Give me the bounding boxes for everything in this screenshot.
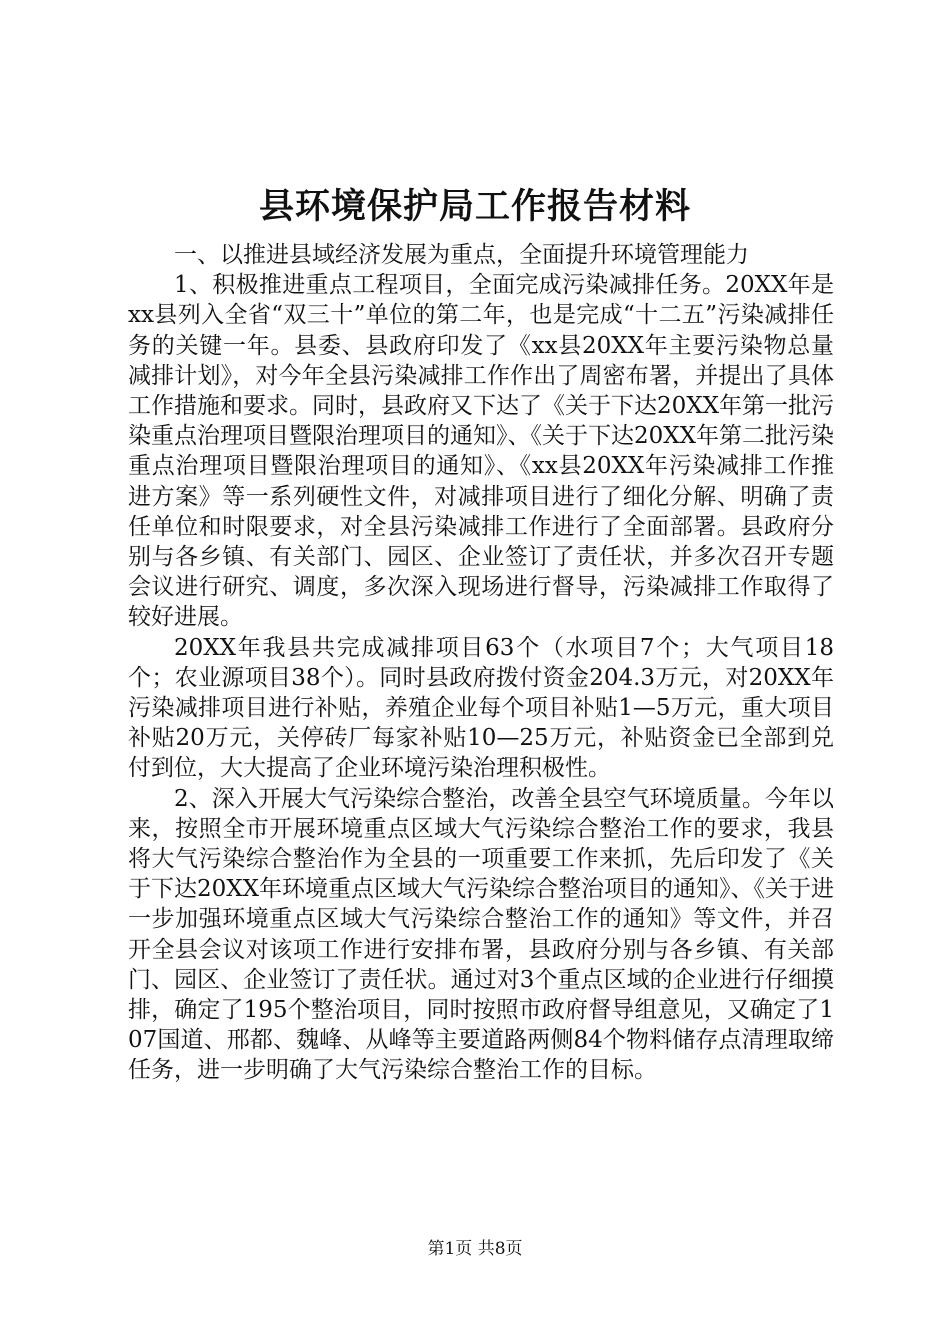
page-number-footer: 第1页 共8页 bbox=[427, 1239, 523, 1259]
paragraph-emission-reduction: 1、积极推进重点工程项目，全面完成污染减排任务。20XX年是xx县列入全省“双三十”单位的第二年，也是完成“十二五”污染减排任务的关键一年。县委、县政府印发了《xx县20XX年主要污染物总量减排计划》，对今年全县污染减排工作作出了周密布署，并提出了具体工作措施和要求。同时，县政府又下达了《关于下达20XX年第一批污染重点治理项目暨限治理项目的通知》、《关于下达20XX年第二批污染重点治理项目暨限治理项目的通知》、《xx县20XX年污染减排工作推进方案》等一系列硬性文件，对减排项目进行了细化分解、明确了责任单位和时限要求，对全县污染减排工作进行了全面部署。县政府分别与各乡镇、有关部门、园区、企业签订了责任状，并多次召开专题会议进行研究、调度，多次深入现场进行督导，污染减排工作取得了较好进展。 bbox=[128, 272, 835, 631]
document-body bbox=[128, 240, 834, 1086]
paragraph-air-pollution: 2、深入开展大气污染综合整治，改善全县空气环境质量。今年以来，按照全市开展环境重点区域大气污染综合整治工作的要求，我县将大气污染综合整治作为全县的一项重要工作来抓，先后印发了《关于下达20XX年环境重点区域大气污染综合整治项目的通知》、《关于进一步加强环境重点区域大气污染综合整治工作的通知》等文件，并召开全县会议对该项工作进行安排布署，县政府分别与各乡镇、有关部门、园区、企业签订了责任状。通过对3个重点区域的企业进行仔细摸排，确定了195个整治项目，同时按照市政府督导组意见，又确定了107国道、邢都、魏峰、从峰等主要道路两侧84个物料储存点清理取缔任务，进一步明确了大气污染综合整治工作的目标。 bbox=[128, 785, 835, 1084]
paragraph-project-statistics: 20XX年我县共完成减排项目63个（水项目7个；大气项目18个；农业源项目38个）。同时县政府拨付资金204.3万元，对20XX年污染减排项目进行补贴，养殖企业每个项目补贴1—5万元，重大项目补贴20万元，关停砖厂每家补贴10—25万元，补贴资金已全部到兑付到位，大大提高了企业环境污染治理积极性。 bbox=[128, 634, 834, 782]
document-title: 县环境保护局工作报告材料 bbox=[258, 186, 691, 227]
section-heading: 一、以推进县域经济发展为重点，全面提升环境管理能力 bbox=[174, 242, 749, 268]
